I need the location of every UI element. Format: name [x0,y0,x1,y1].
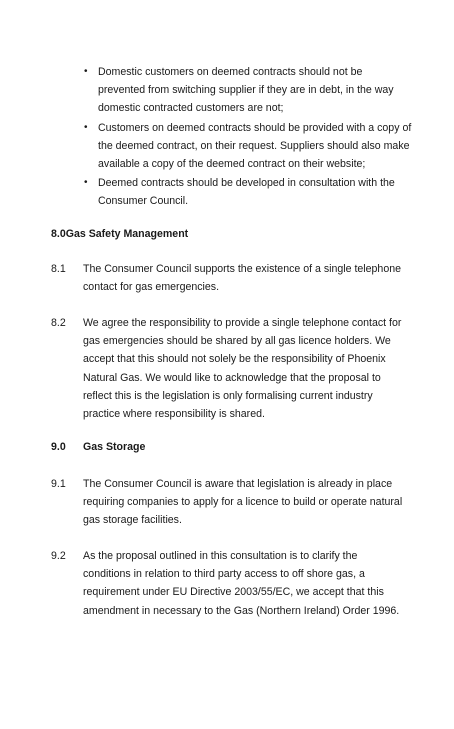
paragraph-text: The Consumer Council is aware that legislation is already in place requiring companies to apply for a licence to build or operate natural gas storage facilities. [83,478,403,527]
paragraph-text: The Consumer Council supports the existence of a single telephone contact for gas emergencies. [83,263,401,294]
bullet-item [82,119,412,174]
paragraph-number: 9.1 [51,478,66,490]
bullet-icon: • [84,177,88,189]
paragraph-number: 8.1 [51,263,66,275]
paragraph-9-1 [51,475,431,533]
section-8-heading [51,227,188,241]
section-9-heading [51,440,145,454]
paragraph-text: We agree the responsibility to provide a single telephone contact for gas emergencies should be shared by all gas licence holders. We accept that this should not solely be the responsibility of Phoenix Natural Gas. We would like to acknowledge that the proposal to reflect this is the legislation is only formalising current industry practice where responsibility is shared. [83,317,402,421]
section-title: Gas Storage [83,441,146,453]
paragraph-text: As the proposal outlined in this consultation is to clarify the conditions in relation to third party access to off shore gas, a requirement under EU Directive 2003/55/EC, we accept that this amendment in necessary to the Gas (Northern Ireland) Order 1996. [83,550,400,617]
paragraph-8-1 [51,260,431,300]
bullet-item [82,174,412,210]
bullet-list [82,63,412,212]
bullet-icon: • [84,66,88,77]
bullet-text: Deemed contracts should be developed in consultation with the Consumer Council. [98,177,395,208]
bullet-text: Domestic customers on deemed contracts should not be prevented from switching supplier if they are in debt, in the way domestic contracted customers are not; [98,66,394,115]
section-title: Gas Safety Management [65,228,189,240]
paragraph-number: 8.2 [51,317,66,329]
paragraph-8-2 [51,314,431,424]
section-number: 8.0 [51,228,66,240]
section-number: 9.0 [51,441,66,453]
bullet-item [82,63,412,118]
bullet-text: Customers on deemed contracts should be provided with a copy of the deemed contract, on their request. Suppliers should also make available a copy of the deemed contract on their website; [98,121,412,171]
paragraph-number: 9.2 [51,550,66,562]
bullet-icon: • [84,121,88,133]
paragraph-9-2 [51,547,431,627]
